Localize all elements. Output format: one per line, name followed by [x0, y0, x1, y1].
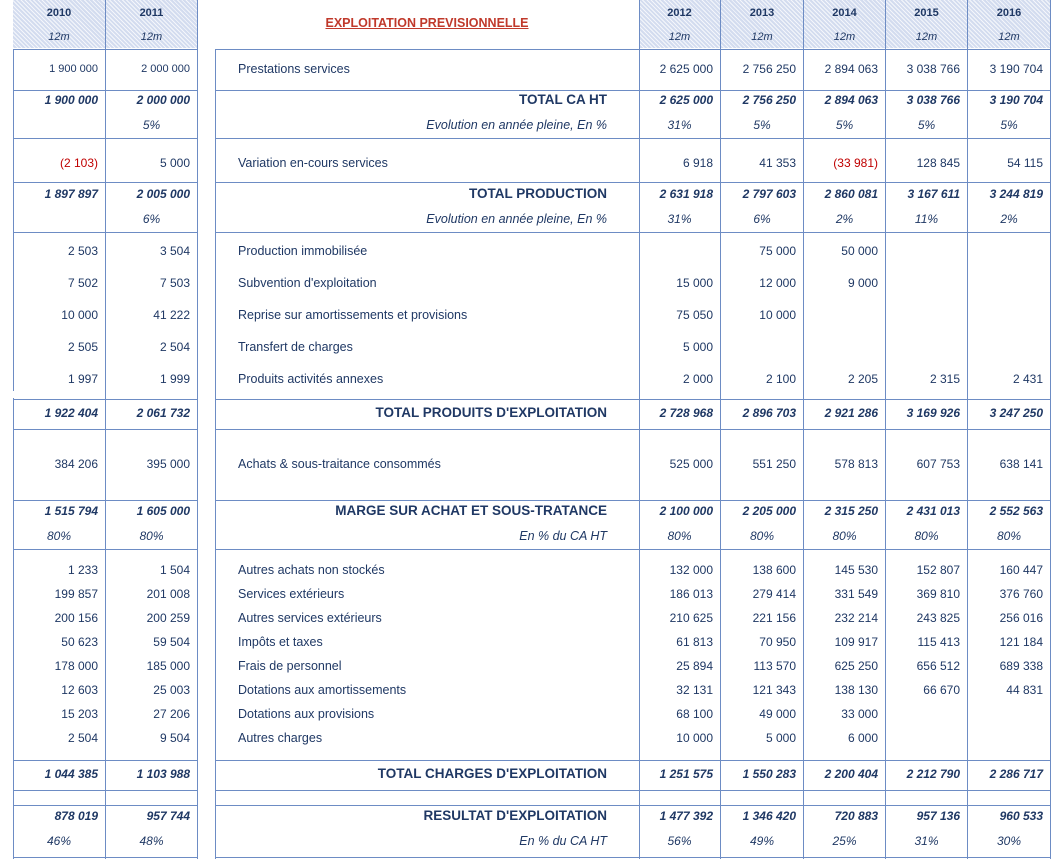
total-label: TOTAL CHARGES D'EXPLOITATION — [377, 766, 607, 781]
value-cell: 66 670 — [923, 683, 960, 697]
grid-hline — [215, 182, 1050, 183]
grid-hline — [215, 549, 1050, 550]
row-label: Dotations aux amortissements — [238, 683, 407, 697]
value-cell: 1 605 000 — [136, 504, 190, 518]
grid-hline — [13, 857, 197, 858]
value-cell: 61 813 — [676, 635, 713, 649]
row-label: Transfert de charges — [238, 340, 353, 354]
value-cell: (2 103) — [59, 156, 98, 170]
value-cell: 1 922 404 — [44, 406, 98, 420]
value-cell: 121 184 — [999, 635, 1043, 649]
value-cell: 3 167 611 — [907, 187, 960, 201]
total-label: TOTAL PRODUCTION — [469, 186, 607, 201]
value-cell: 10 000 — [676, 731, 713, 745]
value-cell: 70 950 — [759, 635, 796, 649]
value-cell: 31% — [667, 212, 692, 226]
value-cell: 3 038 766 — [906, 62, 960, 76]
value-cell: 201 008 — [146, 587, 190, 601]
grid-hline — [13, 182, 197, 183]
value-cell: 2 505 — [67, 340, 98, 354]
value-cell: 27 206 — [153, 707, 190, 721]
value-cell: 221 156 — [752, 611, 796, 625]
grid-vline — [197, 0, 198, 50]
value-cell: 2 860 081 — [824, 187, 878, 201]
value-cell: 25 894 — [676, 659, 713, 673]
total-label: TOTAL PRODUITS D'EXPLOITATION — [375, 405, 607, 420]
value-cell: 2 000 — [682, 372, 713, 386]
value-cell: 5 000 — [682, 340, 713, 354]
grid-hline — [13, 500, 197, 501]
value-cell: 2 894 063 — [824, 62, 878, 76]
row-label: Impôts et taxes — [238, 635, 323, 649]
grid-hline — [215, 857, 1050, 858]
value-cell: 232 214 — [834, 611, 878, 625]
row-label: Frais de personnel — [238, 659, 342, 673]
value-cell: 1 103 988 — [136, 767, 190, 781]
grid-hline — [215, 429, 1050, 430]
value-cell: 2 431 — [1012, 372, 1043, 386]
value-cell: 6 000 — [847, 731, 878, 745]
value-cell: 369 810 — [916, 587, 960, 601]
value-cell: 243 825 — [916, 611, 960, 625]
value-cell: 12 603 — [61, 683, 98, 697]
value-cell: 138 130 — [834, 683, 878, 697]
value-cell: 6 918 — [682, 156, 713, 170]
value-cell: 2 005 000 — [136, 187, 190, 201]
value-cell: 2 625 000 — [659, 62, 713, 76]
value-cell: 525 000 — [669, 457, 713, 471]
value-cell: 41 353 — [759, 156, 796, 170]
value-cell: 54 115 — [1007, 156, 1043, 170]
grid-hline — [13, 760, 197, 761]
value-cell: 31% — [914, 834, 939, 848]
value-cell: 376 760 — [999, 587, 1043, 601]
value-cell: 75 000 — [759, 244, 796, 258]
value-cell: 185 000 — [146, 659, 190, 673]
value-cell: 49 000 — [759, 707, 796, 721]
value-cell: 15 203 — [61, 707, 98, 721]
value-cell: 121 343 — [752, 683, 796, 697]
value-cell: 689 338 — [999, 659, 1043, 673]
value-cell: 2 205 — [847, 372, 878, 386]
value-cell: 178 000 — [54, 659, 98, 673]
value-cell: 115 413 — [917, 635, 960, 649]
value-cell: 200 259 — [146, 611, 190, 625]
value-cell: 607 753 — [916, 457, 960, 471]
row-label: Production immobilisée — [238, 244, 368, 258]
grid-hline — [215, 790, 1050, 791]
value-cell: 1 477 392 — [659, 809, 713, 823]
value-cell: 2 315 — [929, 372, 960, 386]
row-label: Autres services extérieurs — [238, 611, 382, 625]
value-cell: 2 205 000 — [742, 504, 796, 518]
year-header-2016: 2016 — [996, 7, 1022, 19]
value-cell: 395 000 — [146, 457, 190, 471]
value-cell: 3 244 819 — [989, 187, 1043, 201]
value-cell: 2% — [1000, 212, 1018, 226]
row-label: Subvention d'exploitation — [238, 276, 377, 290]
value-cell: 31% — [667, 118, 692, 132]
value-cell: 6% — [753, 212, 771, 226]
value-cell: 113 570 — [753, 659, 796, 673]
value-cell: 30% — [996, 834, 1022, 848]
value-cell: 160 447 — [999, 563, 1043, 577]
grid-hline — [639, 49, 1050, 50]
row-label: Produits activités annexes — [238, 372, 384, 386]
value-cell: 2 061 732 — [136, 406, 190, 420]
grid-hline — [215, 760, 1050, 761]
value-cell: 578 813 — [834, 457, 878, 471]
total-label: TOTAL CA HT — [519, 92, 607, 107]
value-cell: 109 917 — [834, 635, 878, 649]
value-cell: 2 100 000 — [659, 504, 713, 518]
grid-vline — [215, 49, 216, 859]
value-cell: 331 549 — [834, 587, 878, 601]
value-cell: 2 000 000 — [136, 93, 190, 107]
value-cell: 50 623 — [61, 635, 98, 649]
value-cell: 2 797 603 — [742, 187, 796, 201]
value-cell: 210 625 — [669, 611, 713, 625]
value-cell: 720 883 — [834, 809, 878, 823]
year-header-2013: 2013 — [749, 7, 775, 19]
grid-hline — [13, 49, 197, 50]
row-label: Prestations services — [238, 62, 350, 76]
value-cell: 1 999 — [159, 372, 190, 386]
total-label: RESULTAT D'EXPLOITATION — [423, 808, 607, 823]
value-cell: 25 003 — [153, 683, 190, 697]
value-cell: 2 625 000 — [659, 93, 713, 107]
value-cell: 80% — [832, 529, 857, 543]
value-cell: 384 206 — [54, 457, 98, 471]
value-cell: (33 981) — [833, 156, 878, 170]
row-label: Reprise sur amortissements et provisions — [238, 308, 468, 322]
value-cell: 1 504 — [159, 563, 190, 577]
total-label: MARGE SUR ACHAT ET SOUS-TRATANCE — [335, 503, 607, 518]
value-cell: 1 044 385 — [44, 767, 98, 781]
value-cell: 49% — [749, 834, 775, 848]
value-cell: 256 016 — [999, 611, 1043, 625]
value-cell: 80% — [667, 529, 692, 543]
period-label: 12m — [48, 31, 70, 43]
value-cell: 1 346 420 — [742, 809, 796, 823]
value-cell: 2 212 790 — [906, 767, 960, 781]
year-header-2015: 2015 — [914, 7, 939, 19]
value-cell: 10 000 — [61, 308, 98, 322]
value-cell: 2 000 000 — [141, 63, 190, 75]
value-cell: 2 315 250 — [824, 504, 878, 518]
grid-hline — [13, 138, 197, 139]
percent-label: En % du CA HT — [519, 834, 607, 848]
value-cell: 1 997 — [67, 372, 98, 386]
value-cell: 2 894 063 — [824, 93, 878, 107]
value-cell: 152 807 — [916, 563, 960, 577]
value-cell: 5% — [753, 118, 771, 132]
period-label: 12m — [833, 31, 856, 43]
value-cell: 3 247 250 — [989, 406, 1043, 420]
page-title: EXPLOITATION PREVISIONNELLE — [325, 16, 529, 30]
value-cell: 1 897 897 — [44, 187, 98, 201]
value-cell: 2 896 703 — [742, 406, 796, 420]
grid-hline — [215, 805, 1050, 806]
grid-hline — [215, 138, 1050, 139]
grid-vline — [1050, 0, 1051, 859]
grid-hline — [215, 399, 1050, 400]
value-cell: 2 631 918 — [659, 187, 713, 201]
value-cell: 15 000 — [676, 276, 713, 290]
value-cell: 957 136 — [916, 809, 960, 823]
row-label: Services extérieurs — [238, 587, 345, 601]
value-cell: 128 845 — [916, 156, 960, 170]
period-label: 12m — [140, 31, 163, 43]
period-label: 12m — [668, 31, 691, 43]
value-cell: 3 190 704 — [989, 93, 1043, 107]
value-cell: 32 131 — [676, 683, 713, 697]
grid-hline — [215, 49, 639, 50]
value-cell: 2 921 286 — [824, 406, 878, 420]
value-cell: 186 013 — [669, 587, 713, 601]
value-cell: 5% — [142, 118, 161, 132]
value-cell: 3 038 766 — [906, 93, 960, 107]
value-cell: 80% — [139, 529, 164, 543]
year-header-2011: 2011 — [139, 7, 164, 19]
year-header-2010: 2010 — [46, 7, 72, 19]
grid-hline — [215, 232, 1050, 233]
grid-hline — [215, 90, 1050, 91]
value-cell: 50 000 — [841, 244, 878, 258]
year-header-2014: 2014 — [832, 7, 857, 19]
grid-hline — [13, 90, 197, 91]
value-cell: 625 250 — [834, 659, 878, 673]
value-cell: 3 169 926 — [906, 406, 960, 420]
grid-hline — [13, 805, 197, 806]
value-cell: 5 000 — [765, 731, 796, 745]
value-cell: 11% — [914, 212, 939, 226]
value-cell: 46% — [46, 834, 72, 848]
row-label: Variation en-cours services — [238, 156, 388, 170]
grid-hline — [13, 399, 197, 400]
value-cell: 5% — [1000, 118, 1018, 132]
value-cell: 2 728 968 — [659, 406, 713, 420]
value-cell: 200 156 — [54, 611, 98, 625]
value-cell: 5% — [917, 118, 936, 132]
value-cell: 80% — [749, 529, 775, 543]
value-cell: 2 756 250 — [742, 62, 796, 76]
value-cell: 48% — [139, 834, 164, 848]
value-cell: 33 000 — [841, 707, 878, 721]
percent-label: En % du CA HT — [519, 529, 607, 543]
grid-hline — [13, 790, 197, 791]
value-cell: 199 857 — [54, 587, 98, 601]
value-cell: 68 100 — [676, 707, 713, 721]
period-label: 12m — [751, 31, 773, 43]
value-cell: 5% — [835, 118, 854, 132]
value-cell: 1 233 — [67, 563, 98, 577]
value-cell: 2 503 — [67, 244, 98, 258]
value-cell: 9 000 — [847, 276, 878, 290]
value-cell: 2 200 404 — [824, 767, 878, 781]
value-cell: 25% — [832, 834, 857, 848]
value-cell: 2 504 — [67, 731, 98, 745]
value-cell: 41 222 — [153, 308, 190, 322]
value-cell: 80% — [914, 529, 939, 543]
value-cell: 145 530 — [834, 563, 878, 577]
value-cell: 3 504 — [159, 244, 190, 258]
year-header-2012: 2012 — [667, 7, 692, 19]
value-cell: 2 431 013 — [906, 504, 960, 518]
value-cell: 1 251 575 — [659, 767, 713, 781]
value-cell: 80% — [46, 529, 72, 543]
value-cell: 7 503 — [159, 276, 190, 290]
row-label: Autres charges — [238, 731, 323, 745]
value-cell: 75 050 — [676, 308, 713, 322]
value-cell: 1 515 794 — [44, 504, 98, 518]
grid-hline — [215, 500, 1050, 501]
period-label: 12m — [915, 31, 938, 43]
value-cell: 10 000 — [759, 308, 796, 322]
value-cell: 44 831 — [1006, 683, 1043, 697]
grid-hline — [13, 232, 197, 233]
value-cell: 80% — [996, 529, 1022, 543]
value-cell: 6% — [142, 212, 161, 226]
value-cell: 2 552 563 — [989, 504, 1043, 518]
value-cell: 3 190 704 — [989, 62, 1043, 76]
percent-label: Evolution en année pleine, En % — [426, 118, 607, 132]
grid-vline — [197, 0, 198, 859]
value-cell: 9 504 — [159, 731, 190, 745]
value-cell: 138 600 — [752, 563, 796, 577]
value-cell: 59 504 — [153, 635, 190, 649]
value-cell: 551 250 — [752, 457, 796, 471]
value-cell: 656 512 — [916, 659, 960, 673]
percent-label: Evolution en année pleine, En % — [426, 212, 607, 226]
value-cell: 2% — [835, 212, 854, 226]
row-label: Achats & sous-traitance consommés — [238, 457, 441, 471]
row-label: Autres achats non stockés — [238, 563, 385, 577]
value-cell: 2 756 250 — [742, 93, 796, 107]
grid-hline — [13, 549, 197, 550]
value-cell: 878 019 — [54, 809, 98, 823]
value-cell: 1 900 000 — [44, 93, 98, 107]
value-cell: 279 414 — [752, 587, 796, 601]
value-cell: 12 000 — [759, 276, 796, 290]
row-label: Dotations aux provisions — [238, 707, 375, 721]
value-cell: 1 550 283 — [742, 767, 796, 781]
value-cell: 960 533 — [999, 809, 1043, 823]
value-cell: 2 286 717 — [989, 767, 1043, 781]
value-cell: 56% — [667, 834, 692, 848]
value-cell: 957 744 — [146, 809, 190, 823]
value-cell: 638 141 — [999, 457, 1043, 471]
value-cell: 7 502 — [67, 276, 98, 290]
value-cell: 5 000 — [159, 156, 190, 170]
value-cell: 2 100 — [765, 372, 796, 386]
value-cell: 1 900 000 — [49, 63, 98, 75]
value-cell: 2 504 — [159, 340, 190, 354]
period-label: 12m — [998, 31, 1020, 43]
value-cell: 132 000 — [669, 563, 713, 577]
grid-hline — [13, 429, 197, 430]
